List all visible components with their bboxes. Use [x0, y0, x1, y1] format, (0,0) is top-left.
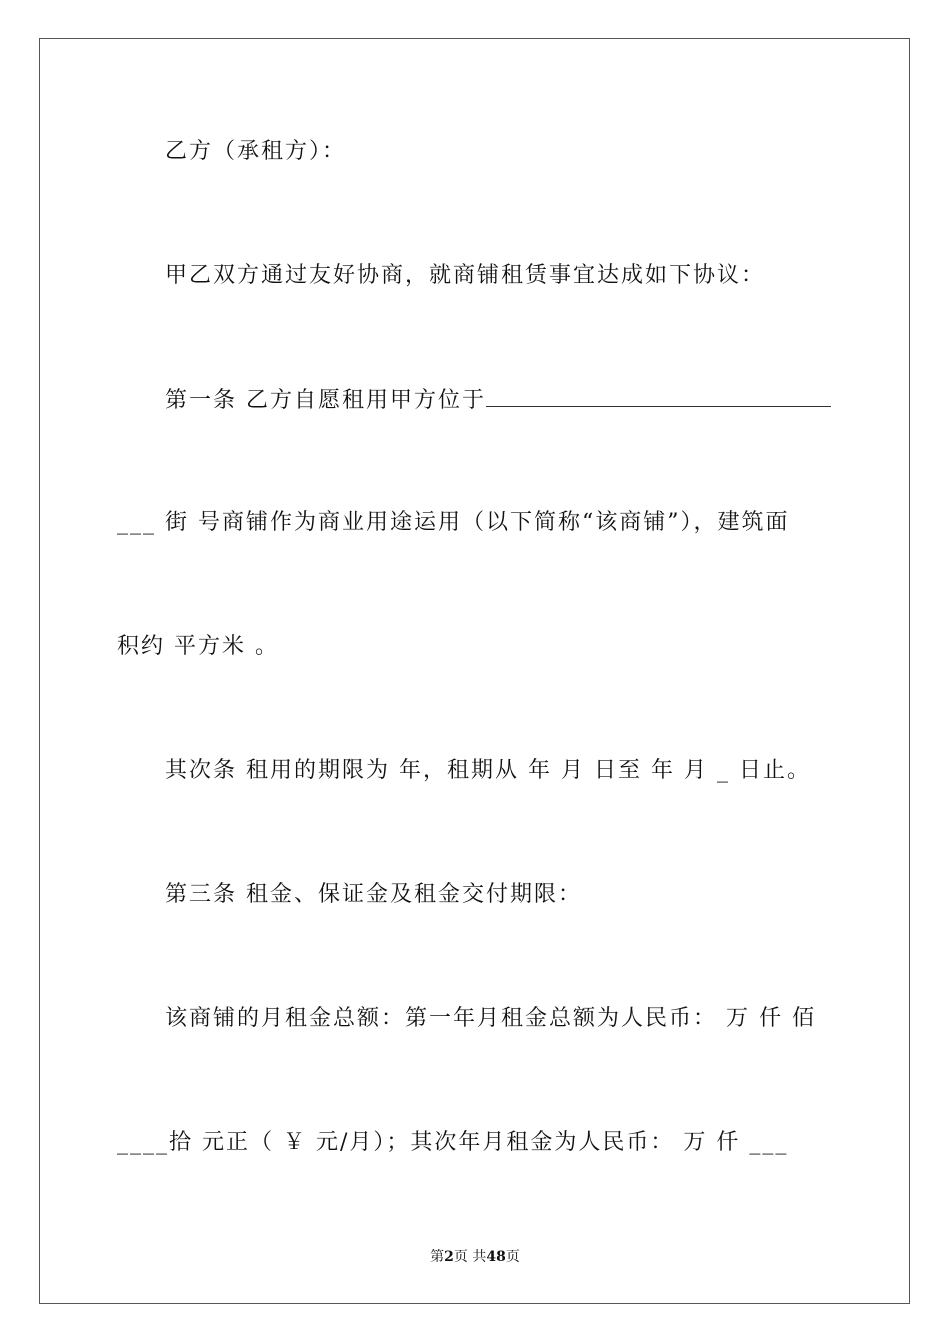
footer-mid: 页 共 [453, 1249, 487, 1265]
page-footer [0, 1247, 950, 1267]
text-line-8: 该商铺的月租金总额：第一年月租金总额为人民币： 万 仟 佰 [165, 1006, 816, 1031]
text-line-3-label: 第一条 乙方自愿租用甲方位于 [165, 388, 486, 413]
text-line-7: 第三条 租金、保证金及租金交付期限： [165, 882, 582, 907]
page-frame [39, 38, 910, 1304]
text-line-4: ___ 街 号商铺作为商业用途运用（以下简称“该商铺”），建筑面 [117, 510, 790, 535]
text-line-9: ____拾 元正（ ￥ 元/月）；其次年月租金为人民币： 万 仟 ___ [117, 1130, 789, 1155]
text-line-3 [165, 384, 831, 416]
text-line-2: 甲乙双方通过友好协商，就商铺租赁事宜达成如下协议： [165, 263, 766, 288]
footer-suffix: 页 [505, 1249, 520, 1265]
text-line-1: 乙方（承租方）： [165, 139, 347, 164]
footer-prefix: 第 [430, 1249, 445, 1265]
blank-underline [486, 384, 831, 407]
text-line-5: 积约 平方米 。 [117, 634, 279, 659]
footer-page-number: 2 [444, 1249, 454, 1265]
footer-total-pages: 48 [486, 1249, 506, 1265]
text-line-6: 其次条 租用的期限为 年，租期从 年 月 日至 年 月 _ 日止。 [165, 758, 811, 783]
